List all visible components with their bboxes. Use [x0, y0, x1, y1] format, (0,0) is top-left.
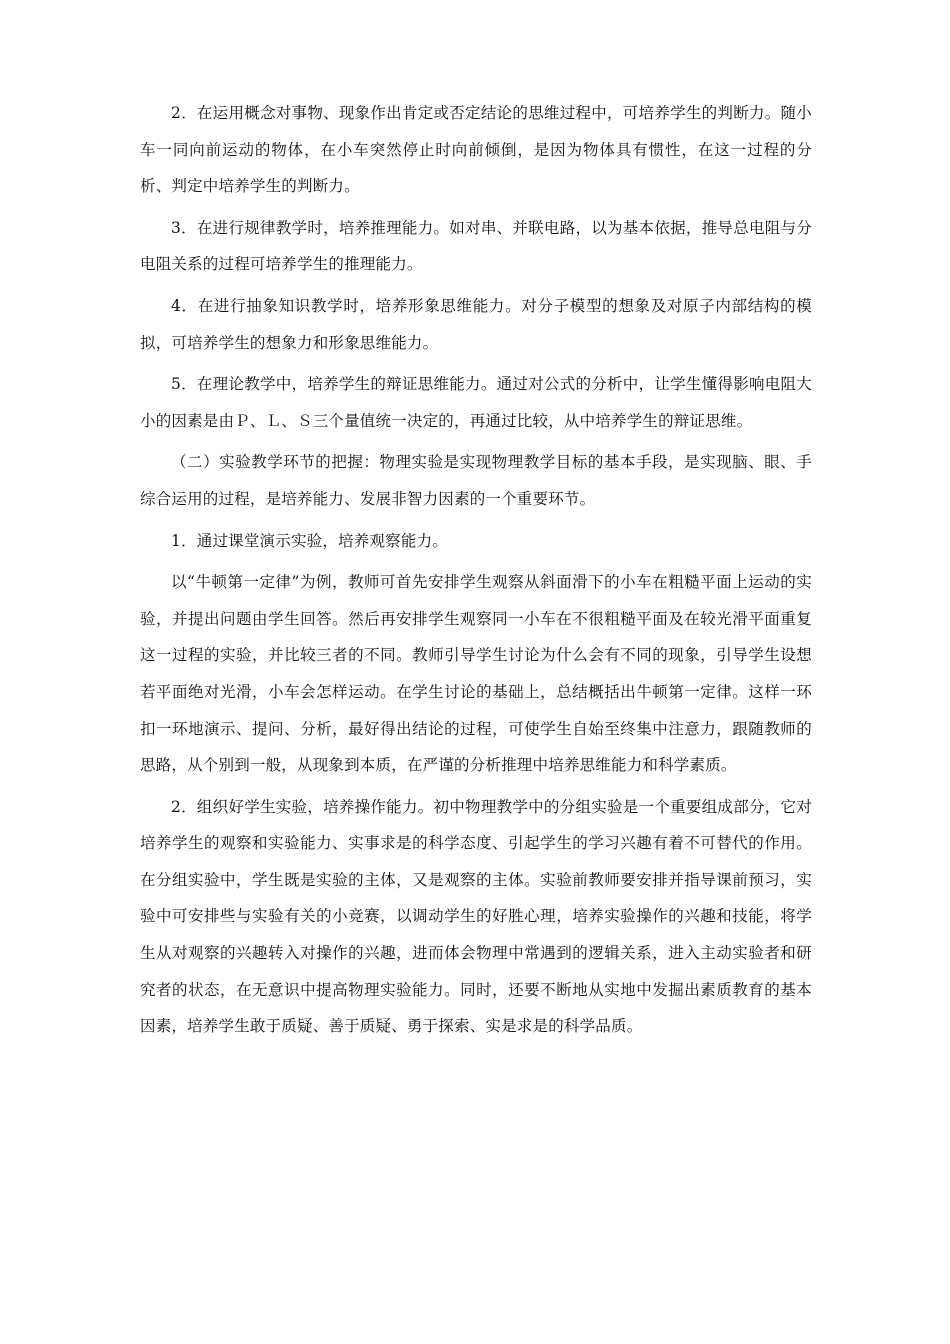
document-body: [140, 95, 812, 1050]
paragraph-experiment-section: （二）实验教学环节的把握：物理实验是实现物理教学目标的基本手段，是实现脑、眼、手综合运用的过程，是培养能力、发展非智力因素的一个重要环节。: [140, 453, 812, 508]
paragraph-newton-example: 以“牛顿第一定律”为例，教师可首先安排学生观察从斜面滑下的小车在粗糙平面上运动的实验，并提出问题由学生回答。然后再安排学生观察同一小车在不很粗糙平面及在较光滑平面重复这一过程的实验，并比较三者的不同。教师引导学生讨论为什么会有不同的现象，引导学生设想若平面绝对光滑，小车会怎样运动。在学生讨论的基础上，总结概括出牛顿第一定律。这样一环扣一环地演示、提问、分析，最好得出结论的过程，可使学生自始至终集中注意力，跟随教师的思路，从个别到一般，从现象到本质，在严谨的分析推理中培养思维能力和科学素质。: [140, 573, 812, 775]
paragraph-dialectical: 5．在理论教学中，培养学生的辩证思维能力。通过对公式的分析中，让学生懂得影响电阻大小的因素是由Ｐ、Ｌ、Ｓ三个量值统一决定的，再通过比较，从中培养学生的辩证思维。: [140, 375, 812, 430]
paragraph-judgment: 2．在运用概念对事物、现象作出肯定或否定结论的思维过程中，可培养学生的判断力。随小车一同向前运动的物体，在小车突然停止时向前倾倒，是因为物体具有惯性，在这一过程的分析、判定中培养学生的判断力。: [140, 104, 812, 196]
paragraph-demonstration-heading: 1．通过课堂演示实验，培养观察能力。: [171, 531, 448, 550]
paragraph-imagination: 4．在进行抽象知识教学时，培养形象思维能力。对分子模型的想象及对原子内部结构的模拟，可培养学生的想象力和形象思维能力。: [140, 296, 812, 352]
paragraph-reasoning: 3．在进行规律教学时，培养推理能力。如对串、并联电路，以为基本依据，推导总电阻与分电阻关系的过程可培养学生的推理能力。: [140, 218, 812, 274]
paragraph-student-experiment: 2．组织好学生实验，培养操作能力。初中物理教学中的分组实验是一个重要组成部分，它对培养学生的观察和实验能力、实事求是的科学态度、引起学生的学习兴趣有着不可替代的作用。在分组实验中，学生既是实验的主体，又是观察的主体。实验前教师要安排并指导课前预习，实验中可安排些与实验有关的小竞赛，以调动学生的好胜心理，培养实验操作的兴趣和技能，将学生从对观察的兴趣转入对操作的兴趣，进而体会物理中常遇到的逻辑关系，进入主动实验者和研究者的状态，在无意识中提高物理实验能力。同时，还要不断地从实地中发掘出素质教育的基本因素，培养学生敢于质疑、善于质疑、勇于探索、实是求是的科学品质。: [140, 797, 812, 1036]
